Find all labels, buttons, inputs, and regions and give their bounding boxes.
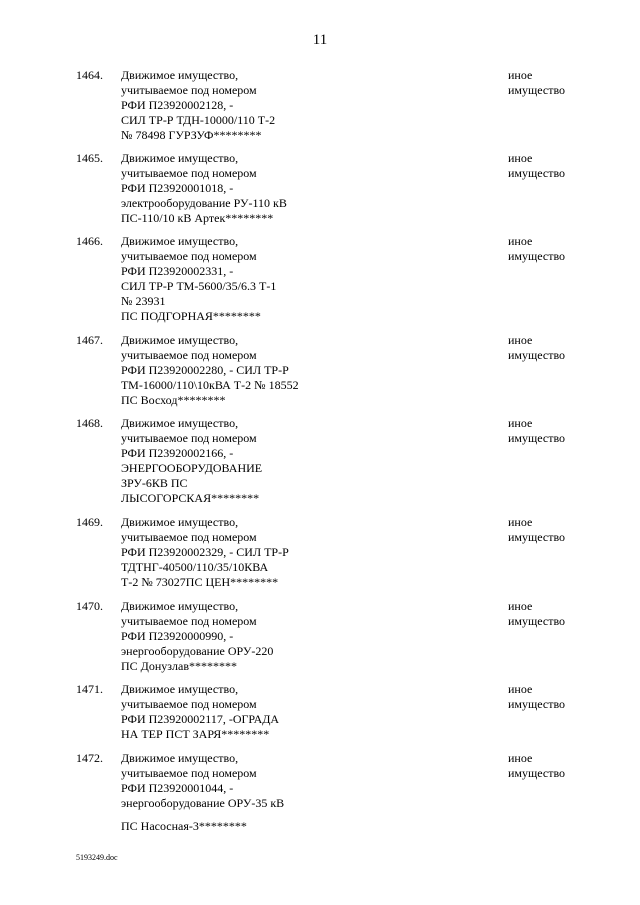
entry-row — [0, 751, 640, 834]
entry-row — [0, 515, 640, 590]
entry-description — [121, 751, 491, 834]
entry-description — [121, 416, 491, 506]
entry-category — [508, 599, 618, 629]
entry-category-line: имущество — [508, 530, 566, 544]
entry-category-line: имущество — [508, 614, 566, 628]
entry-description-line: РФИ П23920002329, - СИЛ ТР-Р — [121, 545, 289, 559]
entry-category — [508, 416, 618, 446]
entry-number: 1465. — [76, 151, 103, 165]
entry-category-line: имущество — [508, 431, 566, 445]
entry-category-line: иное — [508, 333, 533, 347]
entry-description — [121, 234, 491, 324]
entry-list — [0, 68, 640, 834]
entry-description-line: электрооборудование РУ-110 кВ — [121, 196, 287, 210]
entry-description — [121, 515, 491, 590]
entry-row — [0, 599, 640, 674]
entry-description-line: Движимое имущество, — [121, 68, 239, 82]
page-number: 11 — [312, 32, 328, 48]
entry-category — [508, 682, 618, 712]
entry-category-line: иное — [508, 751, 533, 765]
entry-category — [508, 515, 618, 545]
entry-category-line: имущество — [508, 249, 566, 263]
entry-description-line: РФИ П23920001018, - — [121, 181, 234, 195]
entry-description-line: ЛЫСОГОРСКАЯ******** — [121, 491, 260, 505]
entry-description-line: РФИ П23920002117, -ОГРАДА — [121, 712, 280, 726]
entry-category-line: имущество — [508, 166, 566, 180]
entry-description-line: энергооборудование ОРУ-35 кВ — [121, 796, 285, 810]
entry-category — [508, 333, 618, 363]
entry-description-line: учитываемое под номером — [121, 348, 257, 362]
entry-description-line: Движимое имущество, — [121, 151, 239, 165]
entry-description-line: НА ТЕР ПСТ ЗАРЯ******** — [121, 727, 270, 741]
entry-description-line: РФИ П23920002280, - СИЛ ТР-Р — [121, 363, 289, 377]
entry-description — [121, 333, 491, 408]
entry-description-line: Движимое имущество, — [121, 515, 239, 529]
entry-description-line: РФИ П23920002128, - — [121, 98, 234, 112]
entry-description-line: Движимое имущество, — [121, 751, 239, 765]
entry-description — [121, 151, 491, 226]
entry-description-line: РФИ П23920002331, - — [121, 264, 234, 278]
entry-description-line: учитываемое под номером — [121, 431, 257, 445]
entry-description-line: Движимое имущество, — [121, 682, 239, 696]
entry-description-line: РФИ П23920000990, - — [121, 629, 234, 643]
entry-category — [508, 68, 618, 98]
entry-number: 1464. — [76, 68, 103, 82]
entry-category-line: имущество — [508, 697, 566, 711]
entry-row — [0, 234, 640, 324]
entry-description-line: ТМ-16000/110\10кВА Т-2 № 18552 — [121, 378, 299, 392]
entry-description-line: СИЛ ТР-Р ТМ-5600/35/6.3 Т-1 — [121, 279, 277, 293]
entry-row — [0, 68, 640, 143]
entry-number: 1466. — [76, 234, 103, 248]
entry-category-line: иное — [508, 515, 533, 529]
entry-description-line: учитываемое под номером — [121, 614, 257, 628]
entry-row — [0, 151, 640, 226]
entry-description-line: Движимое имущество, — [121, 416, 239, 430]
entry-description-line: Движимое имущество, — [121, 234, 239, 248]
entry-category-line: имущество — [508, 83, 566, 97]
entry-number: 1470. — [76, 599, 103, 613]
entry-description-line: учитываемое под номером — [121, 166, 257, 180]
entry-description-line: ЭНЕРГООБОРУДОВАНИЕ — [121, 461, 263, 475]
entry-description-line: Движимое имущество, — [121, 599, 239, 613]
entry-description-line: № 23931 — [121, 294, 166, 308]
entry-category — [508, 751, 618, 781]
entry-number: 1469. — [76, 515, 103, 529]
entry-description-line: РФИ П23920002166, - — [121, 446, 234, 460]
entry-number: 1468. — [76, 416, 103, 430]
entry-category-line: имущество — [508, 348, 566, 362]
entry-description-line: СИЛ ТР-Р ТДН-10000/110 Т-2 — [121, 113, 276, 127]
entry-description-line: учитываемое под номером — [121, 530, 257, 544]
footer-filename: 5193249.doc — [76, 853, 118, 862]
entry-description-line: ЗРУ-6КВ ПС — [121, 476, 188, 490]
entry-description-line: № 78498 ГУРЗУФ******** — [121, 128, 262, 142]
entry-row — [0, 682, 640, 742]
entry-row — [0, 333, 640, 408]
entry-description-line: ПС Восход******** — [121, 393, 226, 407]
entry-description — [121, 599, 491, 674]
entry-description — [121, 68, 491, 143]
entry-category — [508, 151, 618, 181]
entry-number: 1472. — [76, 751, 103, 765]
entry-description-line: ПС-110/10 кВ Артек******** — [121, 211, 274, 225]
entry-row — [0, 416, 640, 506]
entry-description-line: учитываемое под номером — [121, 249, 257, 263]
entry-number: 1471. — [76, 682, 103, 696]
entry-description-line: ПС Донузлав******** — [121, 659, 237, 673]
entry-description-line: Т-2 № 73027ПС ЦЕН******** — [121, 575, 279, 589]
entry-description-line: учитываемое под номером — [121, 83, 257, 97]
entry-category-line: иное — [508, 682, 533, 696]
entry-description-line: ПС ПОДГОРНАЯ******** — [121, 309, 261, 323]
entry-description-line: учитываемое под номером — [121, 766, 257, 780]
entry-number: 1467. — [76, 333, 103, 347]
entry-description-line: Движимое имущество, — [121, 333, 239, 347]
entry-description-line: ТДТНГ-40500/110/35/10КВА — [121, 560, 269, 574]
entry-category-line: иное — [508, 599, 533, 613]
entry-category-line: имущество — [508, 766, 566, 780]
entry-category-line: иное — [508, 68, 533, 82]
entry-category-line: иное — [508, 151, 533, 165]
entry-description-line: ПС Насосная-3******** — [121, 819, 247, 833]
entry-description-line: РФИ П23920001044, - — [121, 781, 234, 795]
entry-category — [508, 234, 618, 264]
entry-category-line: иное — [508, 416, 533, 430]
entry-description-line: энергооборудование ОРУ-220 — [121, 644, 274, 658]
entry-description — [121, 682, 491, 742]
entry-category-line: иное — [508, 234, 533, 248]
entry-description-line: учитываемое под номером — [121, 697, 257, 711]
